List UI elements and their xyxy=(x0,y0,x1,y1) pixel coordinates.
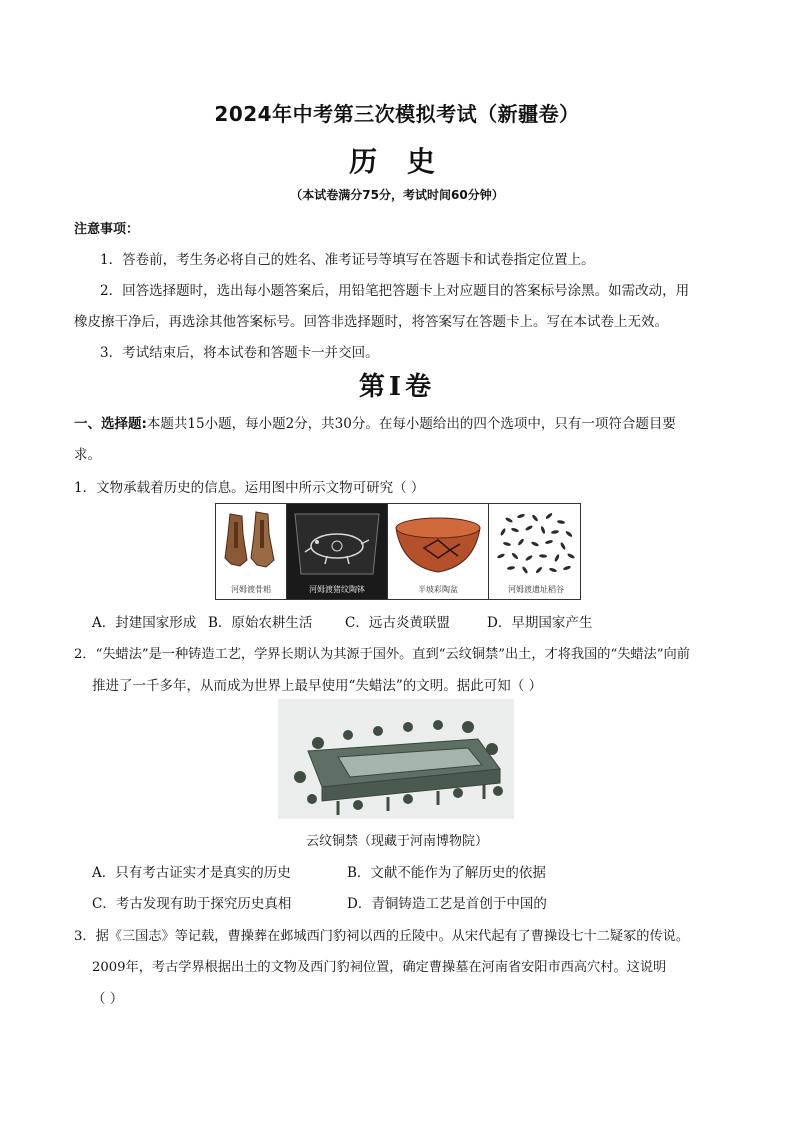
bronze-vessel-photo xyxy=(278,699,514,819)
caption-pig-pottery: 河姆渡猪纹陶钵 xyxy=(309,585,365,594)
volume-title: 第Ⅰ卷 xyxy=(358,372,436,402)
q2-option-b: B．文献不能作为了解历史的依据 xyxy=(347,865,546,881)
q1-option-d: D．早期国家产生 xyxy=(487,615,593,631)
bronze-vessel-caption: 云纹铜禁（现藏于河南博物院） xyxy=(305,834,488,849)
section-text-cont: 求。 xyxy=(74,447,101,463)
section-instruction xyxy=(74,412,676,432)
subject-title: 历 史 xyxy=(349,145,445,178)
q2-option-c: C．考古发现有助于探究历史真相 xyxy=(92,896,292,912)
q2-option-a: A．只有考古证实才是真实的历史 xyxy=(92,865,291,881)
artifact-painted-basin xyxy=(388,504,489,599)
q3-stem-line-1: 3．据《三国志》等记载，曹操葬在邺城西门豹祠以西的丘陵中。从宋代起有了曹操设七十二疑冢的传说。 xyxy=(74,929,690,944)
q1-artifact-strip xyxy=(215,503,581,600)
q2-stem-line-2: 推进了一千多年，从而成为世界上最早使用“失蜡法”的文明。据此可知（ ） xyxy=(92,678,543,694)
q1-option-b: B．原始农耕生活 xyxy=(208,615,313,631)
q1-stem: 1．文物承载着历史的信息。运用图中所示文物可研究（ ） xyxy=(74,480,425,496)
q3-stem-line-3: （ ） xyxy=(92,991,124,1007)
notice-item-3: 3．考试结束后，将本试卷和答题卡一并交回。 xyxy=(100,345,379,361)
exam-title: 2024年中考第三次模拟考试（新疆卷） xyxy=(214,102,580,126)
notice-item-2: 2．回答选择题时，选出每小题答案后，用铅笔把答题卡上对应题目的答案标号涂黑。如需改动，用 xyxy=(100,283,690,299)
notice-item-2-cont: 橡皮擦干净后，再选涂其他答案标号。回答非选择题时，将答案写在答题卡上。写在本试卷上无效。 xyxy=(74,314,668,330)
q1-option-a: A．封建国家形成 xyxy=(92,615,197,631)
artifact-pig-pottery xyxy=(287,504,388,599)
q3-stem-line-2: 2009年，考古学界根据出土的文物及西门豹祠位置，确定曹操墓在河南省安阳市西高穴村。这说明 xyxy=(92,960,667,975)
exam-note: （本试卷满分75分，考试时间60分钟） xyxy=(290,188,504,202)
bronze-vessel-image xyxy=(278,699,514,819)
q2-option-d: D．青铜铸造工艺是首创于中国的 xyxy=(347,896,547,912)
section-label: 一、选择题: xyxy=(74,416,147,432)
caption-painted-basin: 半坡彩陶盆 xyxy=(418,585,458,594)
section-text: 本题共15小题，每小题2分，共30分。在每小题给出的四个选项中，只有一项符合题目要 xyxy=(146,416,676,432)
notice-heading: 注意事项： xyxy=(74,222,140,237)
caption-rice-grains: 河姆渡遗址稻谷 xyxy=(508,585,564,594)
q2-stem-line-1: 2．“失蜡法”是一种铸造工艺，学界长期认为其源于国外。直到“云纹铜禁”出土，才将我国的“失蜡法”向前 xyxy=(74,647,690,662)
caption-bone-spade: 河姆渡骨耜 xyxy=(231,585,271,594)
artifact-rice-grains xyxy=(489,504,583,599)
notice-item-1: 1．答卷前，考生务必将自己的姓名、准考证号等填写在答题卡和试卷指定位置上。 xyxy=(100,252,595,268)
artifact-bone-spade xyxy=(216,504,287,599)
q1-option-c: C．远古炎黄联盟 xyxy=(345,615,450,631)
